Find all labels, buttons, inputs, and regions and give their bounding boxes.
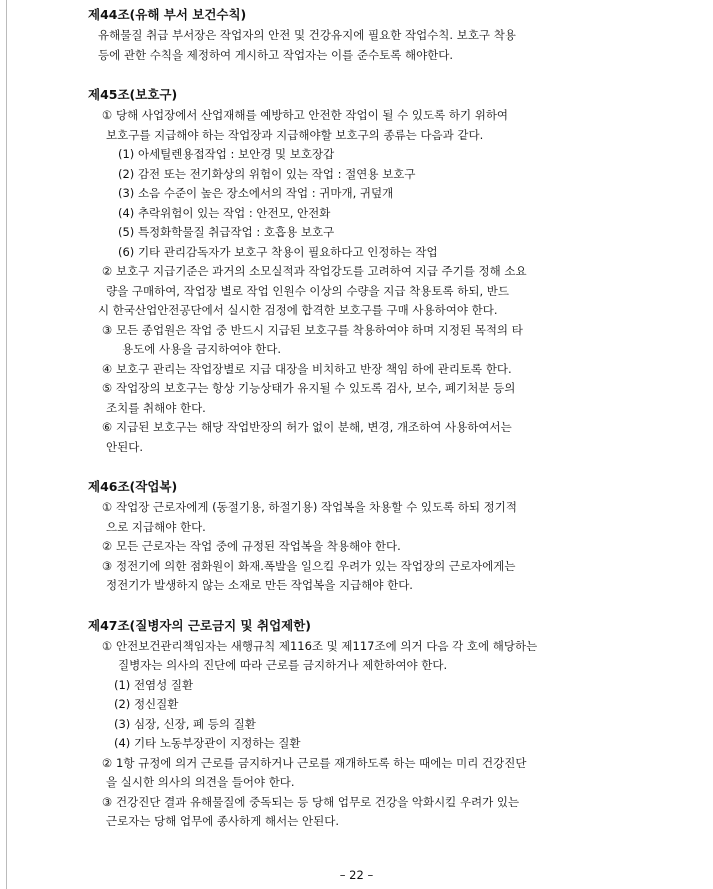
article-47-item-4: (4) 기타 노동부장관이 지정하는 질환 [114, 736, 301, 750]
circled-number-1: ① [101, 500, 113, 514]
page-number: – 22 – [339, 868, 374, 882]
article-45-item-3: (3) 소음 수준이 높은 장소에서의 작업 : 귀마개, 귀덮개 [118, 186, 394, 200]
spacer [88, 457, 630, 476]
article-47-item-1: (1) 전염성 질환 [114, 677, 194, 692]
article-47-heading: 제47조(질병자의 근로금지 및 취업제한) [88, 617, 312, 633]
article-45-para-2 [88, 262, 630, 282]
article-47-para-1-cont: 질병자는 의사의 진단에 따라 근로를 금지하거나 제한하여야 한다. [118, 658, 448, 672]
para-text: 모든 종업원은 작업 중 반드시 지급된 보호구를 착용하여야 하며 지정된 목적의 타 [116, 322, 523, 337]
article-47-para-3 [88, 793, 630, 813]
article-45-para-6-cont: 안된다. [106, 439, 143, 454]
article-45-para-1-cont: 보호구를 지급해야 하는 작업장과 지급해야할 보호구의 종류는 다음과 같다. [106, 127, 484, 142]
article-45-para-5-cont: 조치를 취해야 한다. [106, 400, 206, 415]
para-text: 안전보건관리책임자는 새행규칙 제116조 및 제117조에 의거 다음 각 호에 해당하는 [116, 638, 538, 653]
article-45-item-2: (2) 감전 또는 전기화상의 위험이 있는 작업 : 절연용 보호구 [118, 166, 416, 181]
circled-number-1: ① [101, 108, 113, 122]
article-44-heading: 제44조(유해 부서 보건수칙) [88, 7, 247, 22]
para-text: 보호구 관리는 작업장별로 지급 대장을 비치하고 반장 책임 하에 관리토록 한다. [116, 361, 512, 376]
article-45-item-5: (5) 특정화학물질 취급작업 : 호흡용 보호구 [118, 225, 335, 239]
article-46-para-1-cont: 으로 지급해야 한다. [106, 519, 206, 534]
article-45-heading: 제45조(보호구) [88, 87, 178, 102]
article-44-line-2: 등에 관한 수칙을 제정하여 게시하고 작업자는 이를 준수토록 해야한다. [98, 47, 454, 62]
article-46-para-1 [88, 498, 630, 518]
circled-number-3: ③ [101, 794, 113, 809]
para-text: 1항 규정에 의거 근로를 금지하거나 근로를 재개하도록 하는 때에는 미리 건강진단 [116, 755, 527, 770]
article-45-para-1 [88, 106, 630, 126]
para-text: 지급된 보호구는 해당 작업반장의 허가 없이 분해, 변경, 개조하여 사용하여서는 [116, 420, 512, 434]
article-45-para-3-cont: 용도에 사용을 금지하여야 한다. [122, 342, 282, 356]
article-47-para-2-cont: 을 실시한 의사의 의견을 들어야 한다. [106, 775, 295, 789]
article-45-para-2-cont-1: 량을 구매하여, 작업장 별로 작업 인원수 이상의 수량을 지급 착용토록 하되, 반드 [106, 283, 510, 298]
article-45-para-3 [88, 321, 630, 341]
article-47-item-2: (2) 정신질환 [114, 697, 179, 711]
article-45-para-4 [88, 360, 630, 380]
circled-number-5: ⑤ [101, 381, 113, 395]
circled-number-1: ① [101, 638, 113, 653]
article-45-para-6 [88, 418, 630, 438]
para-text: 건강진단 결과 유해물질에 중독되는 등 당해 업무로 건강을 악화시킬 우려가 있는 [116, 794, 520, 809]
article-44-line-1: 유해물질 취급 부서장은 작업자의 안전 및 건강유지에 필요한 작업수칙. 보호구 착용 [98, 28, 516, 42]
circled-number-4: ④ [101, 361, 113, 376]
article-46-para-3-cont: 정전기가 발생하지 않는 소재로 만든 작업복을 지급해야 한다. [106, 578, 413, 592]
article-46-para-3 [88, 557, 630, 577]
spacer [88, 596, 630, 615]
article-47-para-3-cont: 근로자는 당해 업무에 종사하게 해서는 안된다. [106, 814, 340, 828]
article-45-item-6: (6) 기타 관리감독자가 보호구 착용이 필요하다고 인정하는 작업 [118, 244, 438, 259]
para-text: 당해 사업장에서 산업재해를 예방하고 안전한 작업이 될 수 있도록 하기 위하여 [116, 108, 509, 122]
para-text: 보호구 지급기준은 과거의 소모실적과 작업강도를 고려하여 지급 주기를 정해 소요 [116, 264, 527, 278]
circled-number-2: ② [101, 264, 113, 278]
article-45-item-1: (1) 아세틸렌용접작업 : 보안경 및 보호장갑 [118, 147, 335, 161]
article-47-item-3: (3) 심장, 신장, 폐 등의 질환 [114, 716, 256, 731]
circled-number-2: ② [101, 755, 113, 770]
circled-number-6: ⑥ [101, 420, 113, 434]
para-text: 모든 근로자는 작업 중에 규정된 작업복을 착용해야 한다. [116, 539, 401, 553]
article-45-para-2-cont-2: 시 한국산업안전공단에서 실시한 검정에 합격한 보호구를 구매 사용하여야 한다. [98, 303, 498, 317]
article-47-para-1 [88, 637, 630, 657]
left-margin-line [6, 0, 7, 889]
article-47-para-2 [88, 754, 630, 774]
article-46-para-2 [88, 537, 630, 557]
spacer [88, 65, 630, 84]
circled-number-3: ③ [101, 322, 113, 337]
document-body [88, 4, 630, 832]
para-text: 정전기에 의한 점화원이 화재.폭발을 일으킬 우려가 있는 작업장의 근로자에게는 [116, 558, 516, 573]
para-text: 작업장 근로자에게 (동절기용, 하절기용) 작업복을 차용할 수 있도록 하되 정기적 [116, 500, 518, 514]
article-45-item-4: (4) 추락위험이 있는 작업 : 안전모, 안전화 [118, 205, 331, 220]
article-45-para-5 [88, 379, 630, 399]
circled-number-3: ③ [101, 558, 113, 573]
para-text: 작업장의 보호구는 항상 기능상태가 유지될 수 있도록 검사, 보수, 폐기처분 등의 [116, 381, 516, 395]
circled-number-2: ② [101, 539, 113, 553]
article-46-heading: 제46조(작업복) [88, 479, 178, 494]
